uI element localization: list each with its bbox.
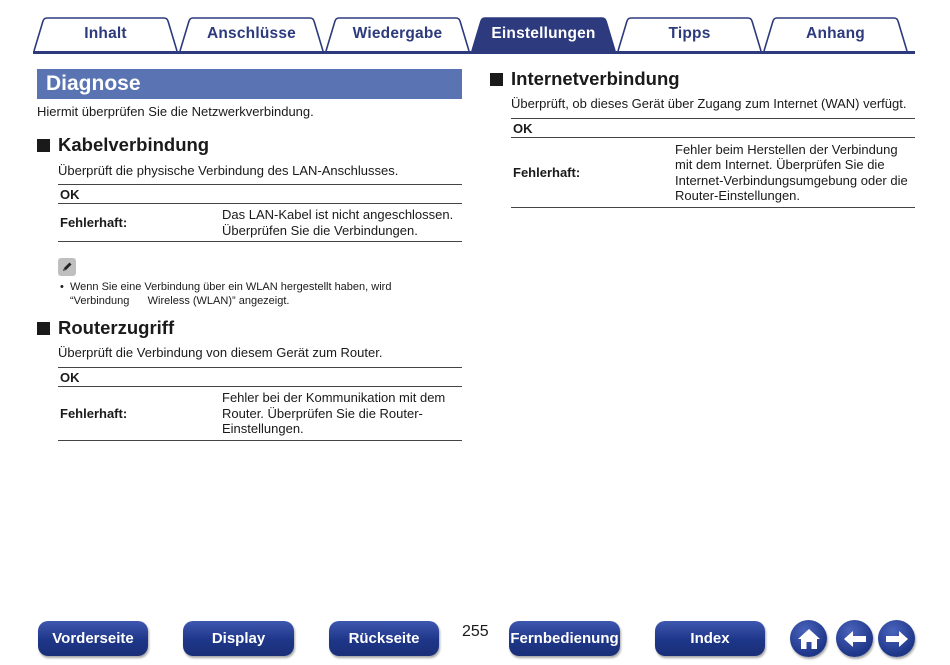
tab-label: Einstellungen [491,25,596,42]
kabel-heading [37,134,209,156]
note-line: “Verbindung Wireless (WLAN)” angezeigt. [70,295,290,307]
nav-button-label: Display [211,630,266,647]
diagnose-intro: Hiermit überprüfen Sie die Netzwerkverbindung. [37,104,314,119]
table-row-error [511,138,915,208]
internet-title: Internetverbindung [511,68,680,89]
home-icon [796,627,822,651]
nav-button-index[interactable] [655,621,765,656]
section-header-diagnose [37,69,462,99]
kabel-description: Überprüft die physische Verbindung des LAN-Anschlusses. [58,163,399,178]
error-label: Fehlerhaft: [60,215,128,230]
tab-label: Anhang [806,25,865,42]
error-line: Fehler bei der Kommunikation mit dem [222,390,446,406]
table-row-error [58,204,462,242]
kabel-title: Kabelverbindung [58,134,210,155]
error-line: Router-Einstellungen. [675,188,801,203]
tab-label: Wiedergabe [352,25,443,42]
internet-table [511,118,915,208]
nav-button-label: Rückseite [348,630,420,647]
error-line: Fehler beim Herstellen der Verbindung [675,141,898,157]
nav-button-fernbedienung[interactable] [509,621,620,656]
tab-tipps[interactable] [617,17,762,51]
error-line: Einstellungen. [222,421,304,437]
bullet-icon: • [60,281,64,293]
error-line: Das LAN-Kabel ist nicht angeschlossen. [222,207,454,222]
error-text [675,142,908,204]
nav-button-label: Vorderseite [52,630,134,647]
error-line: Internet-Verbindungsumgebung oder die [675,172,908,188]
page-number: 255 [462,623,489,640]
tab-bar [33,17,915,54]
tab-anhang[interactable] [763,17,908,51]
nav-button-vorderseite[interactable] [38,621,148,656]
error-line: Überprüfen Sie die Verbindungen. [222,222,418,238]
square-bullet-icon [490,73,503,86]
arrow-right-icon [884,629,910,649]
error-label: Fehlerhaft: [60,406,128,421]
ok-label: OK [513,120,533,136]
nav-button-label: Fernbedienung [510,630,619,647]
router-heading [37,317,174,339]
error-text [222,207,453,238]
nav-button-display[interactable] [183,621,294,656]
kabel-table [58,184,462,242]
tab-label: Anschlüsse [206,25,296,42]
internet-heading [490,68,680,90]
tab-inhalt[interactable] [33,17,178,51]
ok-label: OK [60,186,80,202]
arrow-left-icon [842,629,868,649]
tab-label: Inhalt [84,25,127,42]
note-text [60,280,391,308]
back-button[interactable] [836,620,873,657]
nav-button-rueckseite[interactable] [329,621,439,656]
error-line: Router. Überprüfen Sie die Router- [222,405,423,421]
table-row-ok [58,367,462,387]
ok-label: OK [60,369,80,385]
tab-underline [33,51,915,54]
tab-wiedergabe[interactable] [325,17,470,51]
router-description: Überprüft die Verbindung von diesem Gerät zum Router. [58,345,383,360]
error-line: mit dem Internet. Überprüfen Sie die [675,157,885,172]
nav-button-label: Index [690,630,730,647]
diagnose-title: Diagnose [46,72,141,95]
table-row-ok [511,118,915,138]
router-title: Routerzugriff [58,317,175,338]
tab-anschlüsse[interactable] [179,17,324,51]
table-row-ok [58,184,462,204]
tab-label: Tipps [668,25,711,42]
error-text [222,390,445,437]
home-button[interactable] [790,620,827,657]
pencil-icon [58,258,76,276]
router-table [58,367,462,441]
internet-description: Überprüft, ob dieses Gerät über Zugang zum Internet (WAN) verfügt. [511,96,907,111]
square-bullet-icon [37,322,50,335]
forward-button[interactable] [878,620,915,657]
note-line: Wenn Sie eine Verbindung über ein WLAN hergestellt haben, wird [70,281,392,293]
tab-einstellungen[interactable] [471,17,616,51]
table-row-error [58,387,462,441]
square-bullet-icon [37,139,50,152]
error-label: Fehlerhaft: [513,165,581,180]
